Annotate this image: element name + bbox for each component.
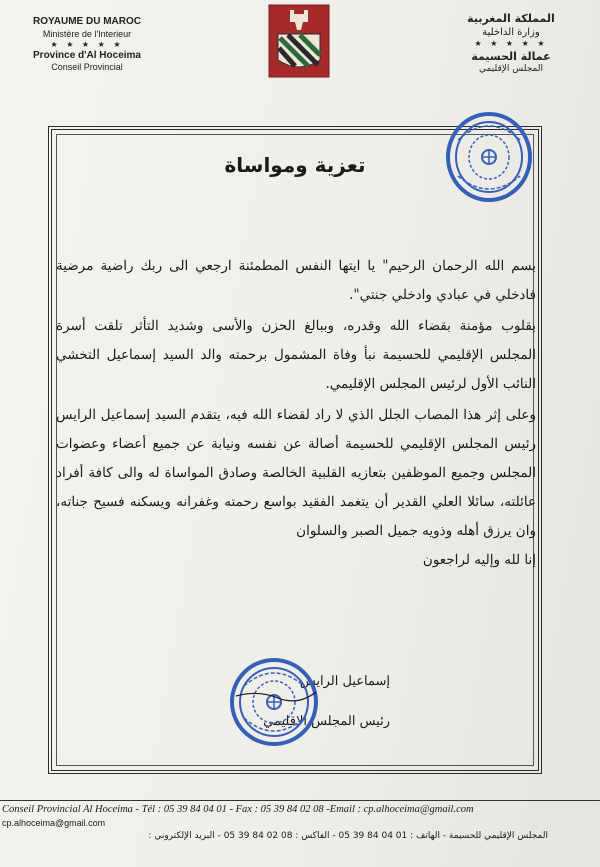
header-ministry-fr: Ministère de l'Interieur [42,28,132,39]
header-province-ar: عمالة الحسيمة [471,49,551,63]
closing-line: إنا لله وإليه لراجعون [422,552,536,568]
header-council-fr: Conseil Provincial [51,62,123,73]
official-stamp-signature [228,656,320,748]
header-stars-right: ★ ★ ★ ★ ★ [474,39,548,49]
header-kingdom-fr: ROYAUME DU MAROC [33,16,141,27]
footer-email: cp.alhoceima@gmail.com [2,818,106,828]
header-ministry-ar: وزارة الداخلية [482,27,540,39]
header-right-arabic [436,12,586,76]
quran-verse: بسم الله الرحمان الرحيم" يا ايتها النفس المطمئنة ارجعي الى ربك راضية مرضية فادخلي في عبادي وادخلي جنتي". [56,258,536,303]
letterhead-footer [0,800,600,841]
body-paragraph-2: وعلى إثر هذا المصاب الجلل الذي لا راد لقضاء الله فيه، يتقدم السيد إسماعيل الرايس رئيس المجلس الإقليمي للحسيمة أصالة عن نفسه ونيابة عن جميع أعضاء وعضوات المجلس وجميع الموظفين بتعازيه القلبية الخالصة وصادق المواساة له والى كافة أفراد عائلته، سائلا العلي القدير أن يتغمد الفقيد بواسع رحمته وغفرانه ويسكنه فسيح جناته، وان يرزق أهله وذويه جميل الصبر والسلوان [56,407,536,539]
document-title: تعزية ومواساة [224,153,366,177]
header-province-fr: Province d'Al Hoceima [33,49,141,61]
provincial-emblem-logo [268,4,330,78]
document-body [56,252,536,575]
footer-contact-ar: المجلس الإقليمي للحسيمة - الهاتف : 01 04 84 39 05 - الفاكس : 08 02 84 39 05 - البريد الإلكتروني : [148,831,548,841]
header-kingdom-ar: المملكة المغربية [467,12,555,25]
header-council-ar: المجلس الإقليمي [479,63,543,74]
signatory-name: إسماعيل الرايس [299,674,390,689]
signatory-role: رئيس المجلس الإقليمي [263,714,390,729]
body-paragraph-1: بقلوب مؤمنة بقضاء الله وقدره، وببالغ الحزن والأسى وشديد التأثر تلقت أسرة المجلس الإقليمي للحسيمة نبأ وفاة المشمول برحمته والد السيد إسماعيل التخشي النائب الأول لرئيس المجلس الإقليمي. [56,318,536,392]
header-left-french [12,16,162,74]
footer-contact-fr: Conseil Provincial Al Hoceima - Tél : 05 39 84 04 01 - Fax : 05 39 84 02 08 -Email : cp.alhoceima@gmail.com [2,804,474,815]
header-stars-left: ★ ★ ★ ★ ★ [50,39,124,49]
